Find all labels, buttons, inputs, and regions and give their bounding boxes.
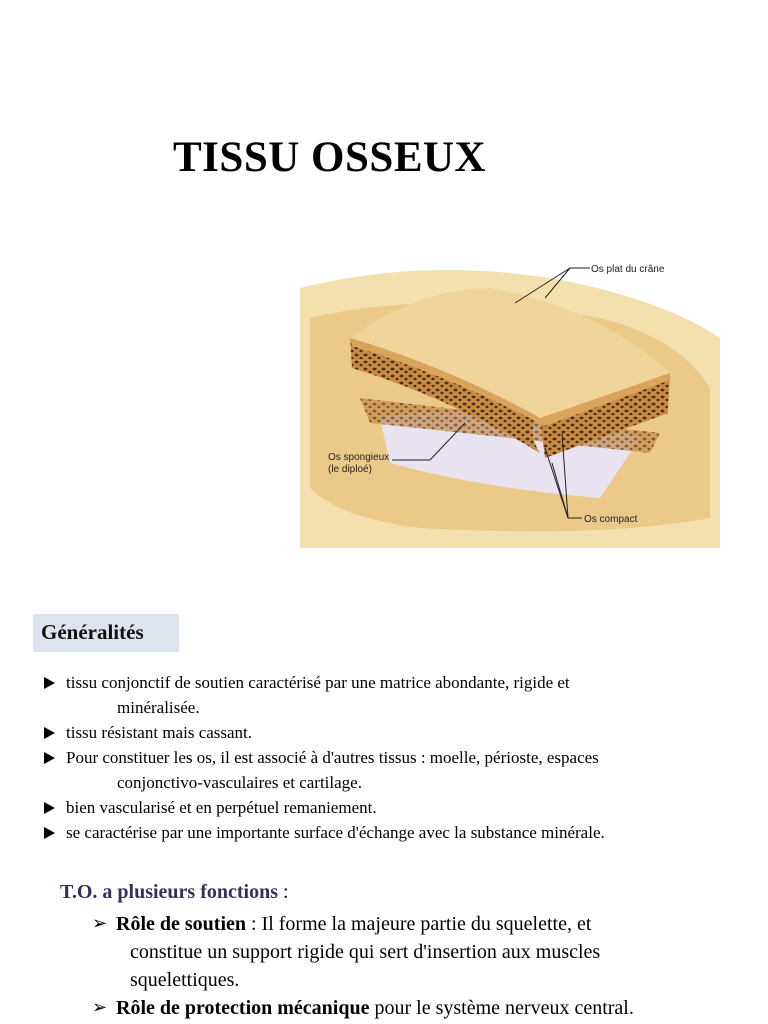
roles-list — [92, 910, 752, 1022]
list-item-text: tissu résistant mais cassant. — [66, 723, 253, 742]
role-continuation: constitue un support rigide qui sert d'insertion aux muscles — [130, 941, 601, 963]
section-heading: Généralités — [41, 620, 144, 644]
role-item-support — [92, 910, 752, 994]
list-item-continuation: conjonctivo-vasculaires et cartilage. — [117, 773, 362, 792]
triangle-bullet-icon — [44, 802, 55, 814]
page-title: TISSU OSSEUX — [173, 134, 487, 181]
arrow-bullet-icon: ➢ — [92, 913, 108, 934]
label-flat-bone: Os plat du crâne — [591, 264, 665, 275]
section-heading-box — [33, 614, 179, 652]
list-item-text: Pour constituer les os, il est associé à d'autres tissus : moelle, périoste, espaces — [66, 748, 599, 767]
list-item-text: tissu conjonctif de soutien caractérisé par une matrice abondante, rigide et — [66, 673, 570, 692]
label-spongy-bone-diploe: (le diploé) — [328, 464, 372, 475]
list-item-continuation: minéralisée. — [117, 698, 200, 717]
triangle-bullet-icon — [44, 827, 55, 839]
list-item — [44, 670, 754, 720]
label-spongy-bone: Os spongieux — [328, 452, 390, 463]
functions-heading-suffix: : — [278, 881, 289, 903]
role-item-protection — [92, 994, 752, 1022]
triangle-bullet-icon — [44, 727, 55, 739]
list-item — [44, 745, 754, 795]
list-item — [44, 795, 754, 820]
triangle-bullet-icon — [44, 677, 55, 689]
list-item — [44, 820, 754, 845]
list-item-text: se caractérise par une importante surface d'échange avec la substance minérale. — [66, 823, 605, 842]
bullet-list — [44, 670, 754, 845]
arrow-bullet-icon: ➢ — [92, 997, 108, 1018]
role-continuation: squelettiques. — [130, 969, 240, 991]
role-title: Rôle de soutien — [116, 913, 246, 935]
role-title: Rôle de protection mécanique — [116, 997, 370, 1019]
bone-illustration — [300, 248, 720, 548]
functions-heading-text: T.O. a plusieurs fonctions — [60, 881, 278, 903]
list-item — [44, 720, 754, 745]
role-text: : Il forme la majeure partie du squelette, et — [246, 913, 592, 935]
role-text: pour le système nerveux central. — [369, 997, 634, 1019]
triangle-bullet-icon — [44, 752, 55, 764]
flat-bone-diagram — [300, 248, 720, 548]
list-item-text: bien vascularisé et en perpétuel remaniement. — [66, 798, 377, 817]
label-compact-bone: Os compact — [584, 514, 638, 525]
functions-heading — [60, 881, 289, 904]
